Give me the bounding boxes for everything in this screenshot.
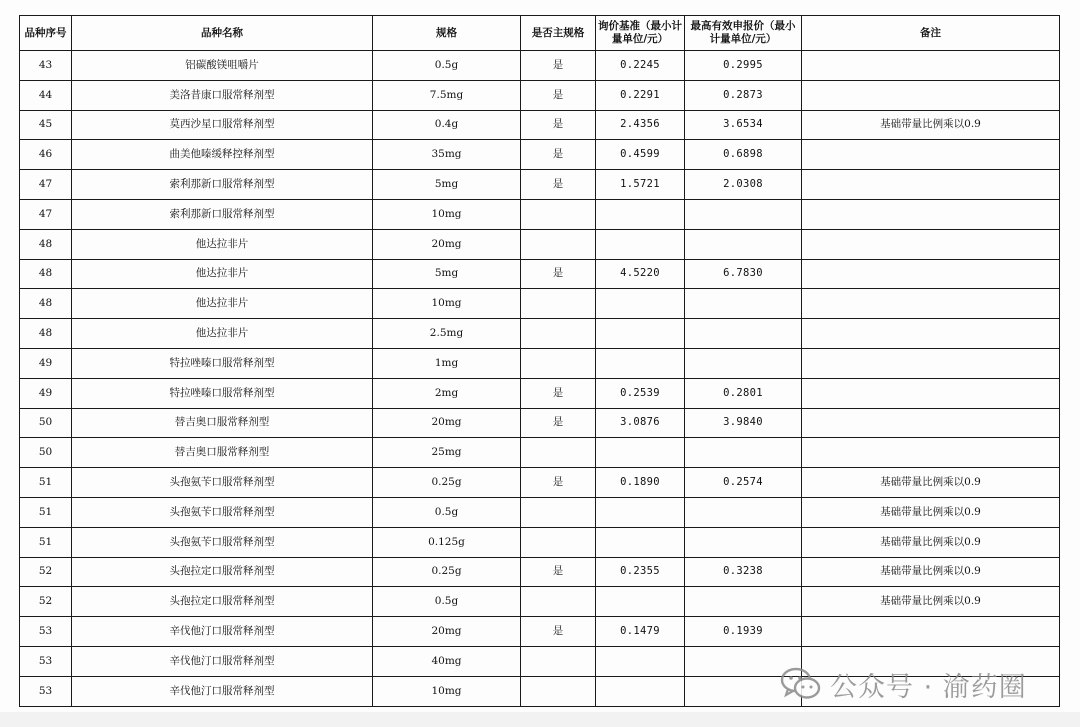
cell-no: 52 bbox=[20, 587, 72, 617]
cell-note: 基础带量比例乘以0.9 bbox=[802, 587, 1060, 617]
cell-note bbox=[802, 378, 1060, 408]
cell-spec: 10mg bbox=[373, 676, 521, 706]
cell-base-price bbox=[596, 348, 685, 378]
cell-name: 曲美他嗪缓释控释剂型 bbox=[72, 140, 373, 170]
cell-spec: 10mg bbox=[373, 289, 521, 319]
cell-spec: 5mg bbox=[373, 259, 521, 289]
cell-spec: 10mg bbox=[373, 199, 521, 229]
cell-spec: 40mg bbox=[373, 646, 521, 676]
cell-max-price bbox=[685, 289, 802, 319]
cell-main-spec: 是 bbox=[521, 468, 596, 498]
cell-max-price: 6.7830 bbox=[685, 259, 802, 289]
cell-spec: 35mg bbox=[373, 140, 521, 170]
cell-no: 46 bbox=[20, 140, 72, 170]
table-row bbox=[20, 557, 1060, 587]
cell-no: 50 bbox=[20, 438, 72, 468]
header-note: 备注 bbox=[802, 16, 1060, 51]
table-row bbox=[20, 348, 1060, 378]
cell-no: 51 bbox=[20, 497, 72, 527]
cell-max-price: 0.2801 bbox=[685, 378, 802, 408]
cell-main-spec bbox=[521, 497, 596, 527]
cell-name: 他达拉非片 bbox=[72, 229, 373, 259]
cell-name: 特拉唑嗪口服常释剂型 bbox=[72, 348, 373, 378]
header-name: 品种名称 bbox=[72, 16, 373, 51]
cell-note bbox=[802, 140, 1060, 170]
cell-main-spec: 是 bbox=[521, 110, 596, 140]
cell-main-spec bbox=[521, 229, 596, 259]
cell-spec: 2.5mg bbox=[373, 319, 521, 349]
cell-note bbox=[802, 229, 1060, 259]
cell-base-price: 0.2291 bbox=[596, 80, 685, 110]
cell-base-price bbox=[596, 676, 685, 706]
header-base-price: 询价基准（最小计量单位/元） bbox=[596, 16, 685, 51]
cell-base-price bbox=[596, 527, 685, 557]
table-row bbox=[20, 140, 1060, 170]
cell-spec: 0.5g bbox=[373, 51, 521, 81]
cell-max-price bbox=[685, 348, 802, 378]
cell-no: 48 bbox=[20, 259, 72, 289]
table-row bbox=[20, 378, 1060, 408]
cell-name: 替吉奥口服常释剂型 bbox=[72, 408, 373, 438]
cell-no: 43 bbox=[20, 51, 72, 81]
cell-no: 49 bbox=[20, 348, 72, 378]
cell-main-spec: 是 bbox=[521, 378, 596, 408]
cell-no: 53 bbox=[20, 676, 72, 706]
cell-base-price: 4.5220 bbox=[596, 259, 685, 289]
cell-spec: 20mg bbox=[373, 408, 521, 438]
cell-main-spec bbox=[521, 676, 596, 706]
cell-main-spec: 是 bbox=[521, 51, 596, 81]
cell-no: 48 bbox=[20, 319, 72, 349]
table-row bbox=[20, 110, 1060, 140]
cell-main-spec: 是 bbox=[521, 80, 596, 110]
cell-name: 他达拉非片 bbox=[72, 319, 373, 349]
cell-max-price: 3.9840 bbox=[685, 408, 802, 438]
cell-no: 53 bbox=[20, 617, 72, 647]
cell-spec: 1mg bbox=[373, 348, 521, 378]
cell-max-price: 3.6534 bbox=[685, 110, 802, 140]
cell-name: 索利那新口服常释剂型 bbox=[72, 199, 373, 229]
cell-max-price bbox=[685, 438, 802, 468]
cell-note bbox=[802, 259, 1060, 289]
cell-max-price bbox=[685, 587, 802, 617]
table-row bbox=[20, 319, 1060, 349]
cell-note: 基础带量比例乘以0.9 bbox=[802, 468, 1060, 498]
header-no: 品种序号 bbox=[20, 16, 72, 51]
table-row bbox=[20, 80, 1060, 110]
cell-note: 基础带量比例乘以0.9 bbox=[802, 557, 1060, 587]
cell-base-price: 0.1479 bbox=[596, 617, 685, 647]
cell-base-price bbox=[596, 497, 685, 527]
table-row bbox=[20, 438, 1060, 468]
cell-note bbox=[802, 408, 1060, 438]
table-row bbox=[20, 199, 1060, 229]
cell-name: 头孢拉定口服常释剂型 bbox=[72, 557, 373, 587]
cell-note: 基础带量比例乘以0.9 bbox=[802, 497, 1060, 527]
cell-spec: 0.25g bbox=[373, 557, 521, 587]
table-row bbox=[20, 468, 1060, 498]
cell-main-spec: 是 bbox=[521, 170, 596, 200]
cell-main-spec bbox=[521, 289, 596, 319]
cell-main-spec bbox=[521, 527, 596, 557]
cell-note bbox=[802, 80, 1060, 110]
cell-no: 52 bbox=[20, 557, 72, 587]
table-row bbox=[20, 497, 1060, 527]
cell-note bbox=[802, 170, 1060, 200]
cell-main-spec: 是 bbox=[521, 140, 596, 170]
table-row bbox=[20, 289, 1060, 319]
cell-base-price: 2.4356 bbox=[596, 110, 685, 140]
cell-base-price bbox=[596, 199, 685, 229]
cell-name: 头孢氨苄口服常释剂型 bbox=[72, 527, 373, 557]
header-max-price: 最高有效申报价（最小计量单位/元） bbox=[685, 16, 802, 51]
cell-max-price bbox=[685, 497, 802, 527]
table-row bbox=[20, 170, 1060, 200]
cell-name: 替吉奥口服常释剂型 bbox=[72, 438, 373, 468]
cell-main-spec bbox=[521, 646, 596, 676]
table-row bbox=[20, 408, 1060, 438]
cell-main-spec: 是 bbox=[521, 408, 596, 438]
table-row bbox=[20, 51, 1060, 81]
cell-no: 45 bbox=[20, 110, 72, 140]
watermark bbox=[780, 664, 1027, 704]
watermark-text: 公众号 · 渝药圈 bbox=[830, 671, 1027, 703]
cell-main-spec bbox=[521, 199, 596, 229]
cell-name: 头孢拉定口服常释剂型 bbox=[72, 587, 373, 617]
cell-name: 他达拉非片 bbox=[72, 289, 373, 319]
cell-base-price: 0.2245 bbox=[596, 51, 685, 81]
cell-spec: 5mg bbox=[373, 170, 521, 200]
cell-name: 美洛昔康口服常释剂型 bbox=[72, 80, 373, 110]
cell-name: 莫西沙星口服常释剂型 bbox=[72, 110, 373, 140]
cell-spec: 0.125g bbox=[373, 527, 521, 557]
cell-max-price: 0.6898 bbox=[685, 140, 802, 170]
cell-spec: 20mg bbox=[373, 229, 521, 259]
cell-max-price: 2.0308 bbox=[685, 170, 802, 200]
price-table bbox=[19, 15, 1060, 707]
cell-base-price bbox=[596, 438, 685, 468]
table-body bbox=[20, 51, 1060, 707]
table-row bbox=[20, 259, 1060, 289]
cell-name: 辛伐他汀口服常释剂型 bbox=[72, 617, 373, 647]
cell-max-price bbox=[685, 527, 802, 557]
cell-max-price: 0.1939 bbox=[685, 617, 802, 647]
cell-main-spec bbox=[521, 587, 596, 617]
cell-note bbox=[802, 199, 1060, 229]
cell-spec: 2mg bbox=[373, 378, 521, 408]
cell-note bbox=[802, 438, 1060, 468]
cell-name: 辛伐他汀口服常释剂型 bbox=[72, 676, 373, 706]
cell-base-price bbox=[596, 319, 685, 349]
table-row bbox=[20, 527, 1060, 557]
cell-base-price bbox=[596, 289, 685, 319]
cell-name: 头孢氨苄口服常释剂型 bbox=[72, 497, 373, 527]
cell-note: 基础带量比例乘以0.9 bbox=[802, 110, 1060, 140]
cell-max-price: 0.2995 bbox=[685, 51, 802, 81]
cell-spec: 0.25g bbox=[373, 468, 521, 498]
cell-note bbox=[802, 51, 1060, 81]
cell-base-price: 0.4599 bbox=[596, 140, 685, 170]
cell-no: 44 bbox=[20, 80, 72, 110]
cell-note bbox=[802, 348, 1060, 378]
cell-name: 他达拉非片 bbox=[72, 259, 373, 289]
table-row bbox=[20, 617, 1060, 647]
cell-main-spec: 是 bbox=[521, 259, 596, 289]
header-main-spec: 是否主规格 bbox=[521, 16, 596, 51]
cell-no: 48 bbox=[20, 289, 72, 319]
cell-main-spec bbox=[521, 438, 596, 468]
cell-no: 53 bbox=[20, 646, 72, 676]
cell-no: 51 bbox=[20, 527, 72, 557]
cell-max-price bbox=[685, 229, 802, 259]
cell-base-price: 0.1890 bbox=[596, 468, 685, 498]
cell-no: 50 bbox=[20, 408, 72, 438]
cell-no: 48 bbox=[20, 229, 72, 259]
cell-base-price: 0.2539 bbox=[596, 378, 685, 408]
cell-spec: 7.5mg bbox=[373, 80, 521, 110]
cell-name: 铝碳酸镁咀嚼片 bbox=[72, 51, 373, 81]
page-bottom-edge bbox=[0, 712, 1080, 727]
wechat-official-account-icon bbox=[780, 666, 822, 702]
cell-no: 49 bbox=[20, 378, 72, 408]
table-row bbox=[20, 587, 1060, 617]
cell-max-price: 0.2574 bbox=[685, 468, 802, 498]
cell-no: 47 bbox=[20, 170, 72, 200]
cell-base-price bbox=[596, 229, 685, 259]
cell-name: 特拉唑嗪口服常释剂型 bbox=[72, 378, 373, 408]
cell-spec: 20mg bbox=[373, 617, 521, 647]
cell-max-price bbox=[685, 199, 802, 229]
cell-max-price: 0.3238 bbox=[685, 557, 802, 587]
cell-note bbox=[802, 617, 1060, 647]
cell-base-price: 3.0876 bbox=[596, 408, 685, 438]
cell-max-price: 0.2873 bbox=[685, 80, 802, 110]
cell-main-spec bbox=[521, 348, 596, 378]
cell-note bbox=[802, 319, 1060, 349]
cell-base-price bbox=[596, 587, 685, 617]
cell-name: 头孢氨苄口服常释剂型 bbox=[72, 468, 373, 498]
cell-spec: 25mg bbox=[373, 438, 521, 468]
cell-no: 51 bbox=[20, 468, 72, 498]
cell-base-price bbox=[596, 646, 685, 676]
cell-max-price bbox=[685, 319, 802, 349]
cell-note bbox=[802, 289, 1060, 319]
cell-main-spec: 是 bbox=[521, 557, 596, 587]
cell-name: 索利那新口服常释剂型 bbox=[72, 170, 373, 200]
header-spec: 规格 bbox=[373, 16, 521, 51]
cell-main-spec: 是 bbox=[521, 617, 596, 647]
cell-base-price: 1.5721 bbox=[596, 170, 685, 200]
cell-main-spec bbox=[521, 319, 596, 349]
cell-no: 47 bbox=[20, 199, 72, 229]
header-row bbox=[20, 16, 1060, 51]
table-row bbox=[20, 229, 1060, 259]
cell-spec: 0.5g bbox=[373, 587, 521, 617]
cell-note: 基础带量比例乘以0.9 bbox=[802, 527, 1060, 557]
cell-spec: 0.5g bbox=[373, 497, 521, 527]
cell-spec: 0.4g bbox=[373, 110, 521, 140]
cell-name: 辛伐他汀口服常释剂型 bbox=[72, 646, 373, 676]
cell-base-price: 0.2355 bbox=[596, 557, 685, 587]
